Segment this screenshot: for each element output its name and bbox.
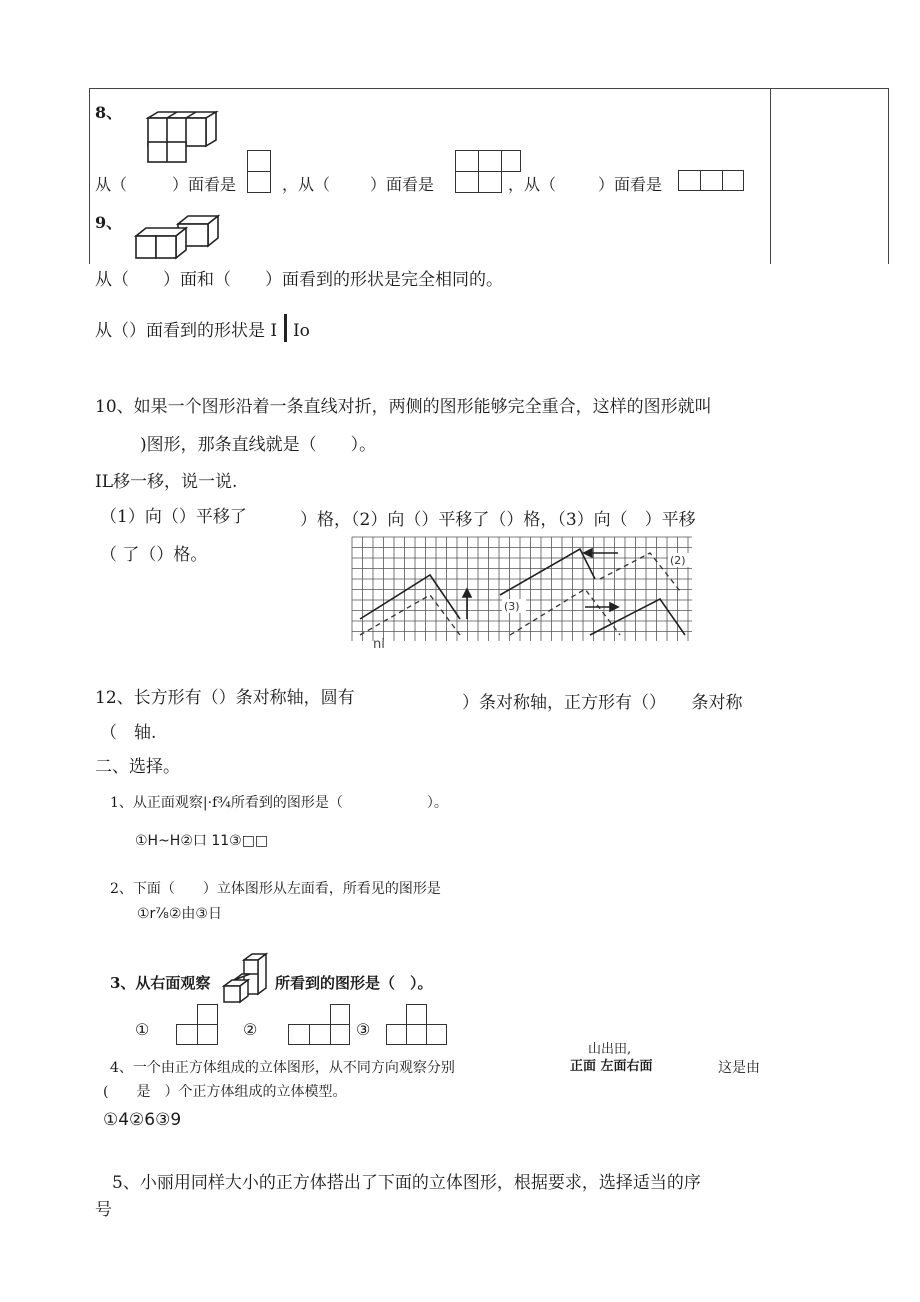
q11-label-2: (2) xyxy=(670,554,686,567)
c3-opt-1-label: ① xyxy=(135,1020,150,1039)
c5-line-2: 号 xyxy=(95,1200,112,1220)
shape-2-solid xyxy=(500,549,595,595)
q10-line-1: 10、如果一个图形沿着一条直线对折，两侧的图形能够完全重合，这样的图形就叫 xyxy=(95,397,712,417)
q10-line-2: )图形，那条直线就是（ ）。 xyxy=(140,435,377,455)
c3-question-a: 3、从右面观察 xyxy=(110,974,211,992)
c3-opt-2-label: ② xyxy=(243,1020,258,1039)
q8-from-1: 从（ xyxy=(95,175,128,194)
c3-question-b: 所看到的图形是（ ）。 xyxy=(275,974,433,992)
q8-close-3: ）面看是 xyxy=(598,175,663,194)
section-2-title: 二、选择。 xyxy=(95,757,180,777)
c1-options: ①H~H②口 11③□□ xyxy=(135,833,269,849)
q8-cube-figure xyxy=(140,110,230,166)
q8-from-2: ，从（ xyxy=(282,175,331,194)
q11-grid-figure xyxy=(350,535,695,647)
c4-line-2: ( 是 ）个正方体组成的立体模型。 xyxy=(103,1084,347,1100)
q11-title: IL移一移，说一说. xyxy=(95,472,238,492)
q11-label-bottom: ni xyxy=(373,637,385,652)
q9-line-2 xyxy=(95,314,310,342)
q12-part-1: 12、长方形有（）条对称轴，圆有 xyxy=(95,688,355,708)
q12-part-2: ）条对称轴，正方形有（） 条对称 xyxy=(462,693,743,713)
c4-tail: 这是由 xyxy=(718,1060,760,1076)
c4-labels: 正面 左面右面 xyxy=(570,1059,653,1074)
q9-cursor-mark xyxy=(284,314,287,342)
c5-line-1: 5、小丽用同样大小的正方体搭出了下面的立体图形，根据要求，选择适当的序 xyxy=(112,1173,701,1193)
q9-line-1: 从（ ）面和（ ）面看到的形状是完全相同的。 xyxy=(95,270,503,290)
q9-cube-figure xyxy=(130,212,230,262)
q8-from-3: ，从（ xyxy=(508,175,557,194)
c3-opt-3-label: ③ xyxy=(356,1020,371,1039)
c2-options: ①r⅞②由③日 xyxy=(137,906,222,922)
table-divider xyxy=(770,88,771,264)
c1-question: 1、从正面观察|·f¾所看到的图形是（ ）。 xyxy=(110,795,448,811)
q8-number: 8、 xyxy=(95,103,123,122)
q12-part-3: （ 轴. xyxy=(100,723,157,743)
shape-1-dashed xyxy=(360,595,460,635)
q11-part-3: （ 了（）格。 xyxy=(100,545,208,565)
c4-line-1: 4、一个由正方体组成的立体图形，从不同方向观察分别 xyxy=(110,1060,455,1076)
q9-number: 9、 xyxy=(95,213,123,232)
shape-1-solid xyxy=(360,575,460,619)
q9-line-2-tail2: Io xyxy=(292,321,310,341)
q11-part-1: （1）向（）平移了 xyxy=(100,507,247,527)
q8-close-1: ）面看是 xyxy=(172,175,237,194)
c4-top-text: 山出田, xyxy=(588,1042,632,1057)
q9-line-2-text: 从（）面看到的形状是 xyxy=(95,321,265,341)
q11-label-3: (3) xyxy=(504,600,520,613)
q11-part-2: ）格，（2）向（）平移了（）格，（3）向（ ）平移 xyxy=(300,510,696,530)
c2-question: 2、下面（ ）立体图形从左面看，所看见的图形是 xyxy=(110,881,441,897)
q9-line-2-tail: I xyxy=(270,321,278,341)
c4-options: ①4②6③9 xyxy=(103,1110,182,1130)
c3-cube-figure xyxy=(220,952,272,1008)
q8-close-2: ）面看是 xyxy=(370,175,435,194)
